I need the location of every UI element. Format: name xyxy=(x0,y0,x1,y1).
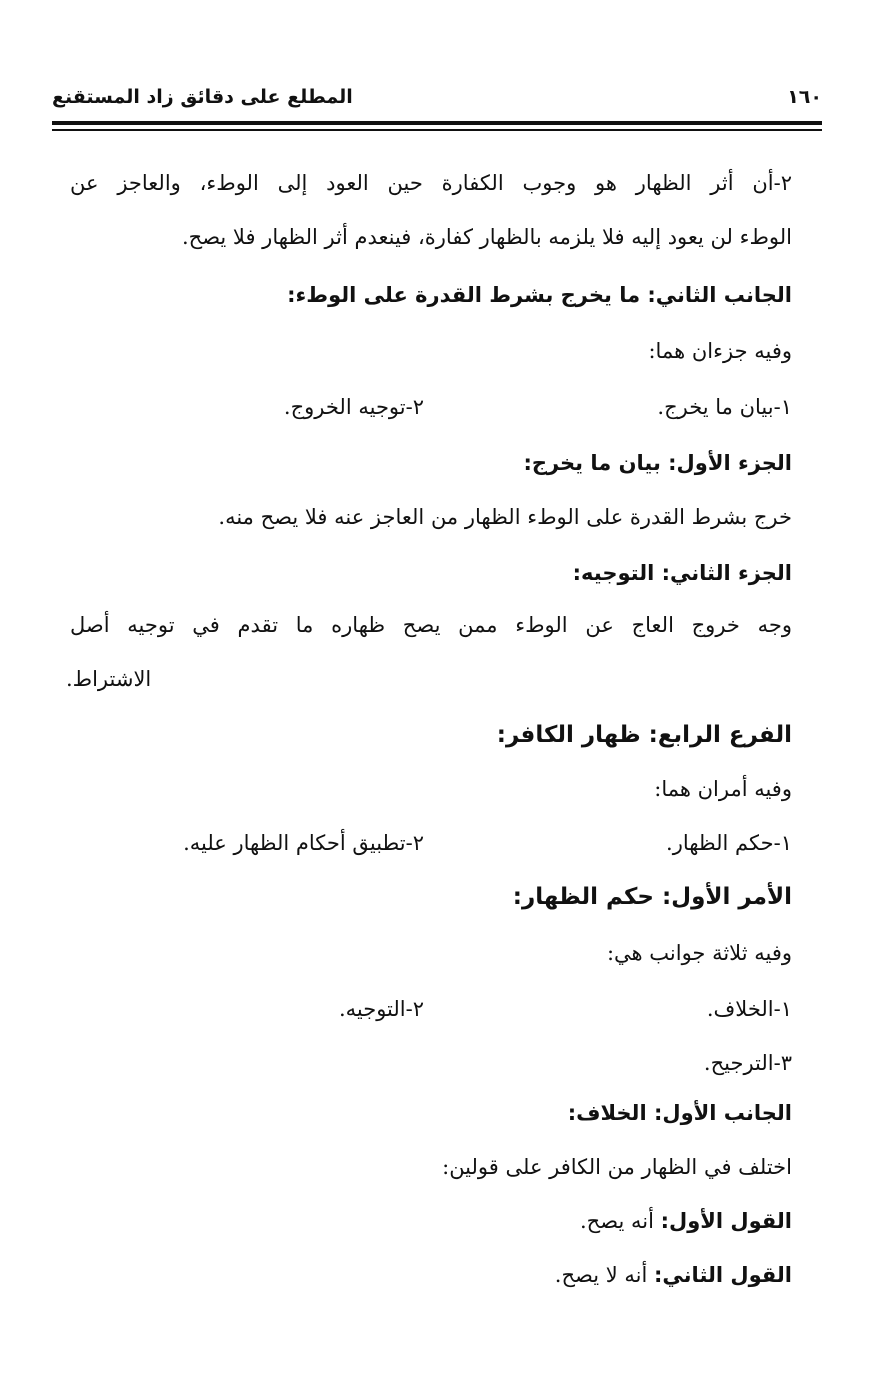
paragraph-line: وجه خروج العاج عن الوطء ممن يصح ظهاره ما تقدم في توجيه أصل xyxy=(70,613,792,637)
opinion-line xyxy=(580,1194,792,1248)
list-item: ١-بيان ما يخرج. xyxy=(657,395,792,419)
subsection-heading: الأمر الأول: حكم الظهار: xyxy=(512,884,792,910)
paragraph-line: خرج بشرط القدرة على الوطء الظهار من العاجز عنه فلا يصح منه. xyxy=(218,505,792,529)
paragraph-line: الاشتراط. xyxy=(66,667,152,691)
running-header xyxy=(52,86,822,118)
intro-line: وفيه أمران هما: xyxy=(654,777,792,801)
intro-line: وفيه جزءان هما: xyxy=(648,339,792,363)
list-item: ٢-التوجيه. xyxy=(338,997,424,1021)
page-number: ١٦٠ xyxy=(787,86,822,108)
page-body xyxy=(66,156,792,1356)
section-heading: الجانب الثاني: ما يخرج بشرط القدرة على الوطء: xyxy=(287,283,792,307)
list-item: ١-حكم الظهار. xyxy=(666,831,792,855)
intro-line: وفيه ثلاثة جوانب هي: xyxy=(606,941,792,965)
opinion-text: أنه يصح. xyxy=(580,1209,654,1233)
opinion-label: القول الأول: xyxy=(660,1209,792,1233)
paragraph-line: الوطء لن يعود إليه فلا يلزمه بالظهار كفارة، فينعدم أثر الظهار فلا يصح. xyxy=(181,225,792,249)
subsection-heading: الجزء الأول: بيان ما يخرج: xyxy=(523,451,792,475)
header-rule-thin xyxy=(52,129,822,131)
list-item: ٣-الترجيح. xyxy=(703,1051,792,1075)
subsection-heading: الجانب الأول: الخلاف: xyxy=(567,1101,792,1125)
opinion-line xyxy=(555,1248,792,1302)
book-title: المطلع على دقائق زاد المستقنع xyxy=(52,86,353,108)
list-item: ٢-توجيه الخروج. xyxy=(283,395,424,419)
branch-heading: الفرع الرابع: ظهار الكافر: xyxy=(496,722,792,748)
paragraph-line: اختلف في الظهار من الكافر على قولين: xyxy=(442,1155,792,1179)
list-item: ٢-تطبيق أحكام الظهار عليه. xyxy=(183,831,424,855)
opinion-text: أنه لا يصح. xyxy=(554,1263,648,1287)
list-item: ١-الخلاف. xyxy=(706,997,792,1021)
paragraph-line: ٢-أن أثر الظهار هو وجوب الكفارة حين العود إلى الوطء، والعاجز عن xyxy=(70,171,792,195)
header-rule-thick xyxy=(52,121,822,125)
subsection-heading: الجزء الثاني: التوجيه: xyxy=(572,561,792,585)
opinion-label: القول الثاني: xyxy=(654,1263,792,1287)
